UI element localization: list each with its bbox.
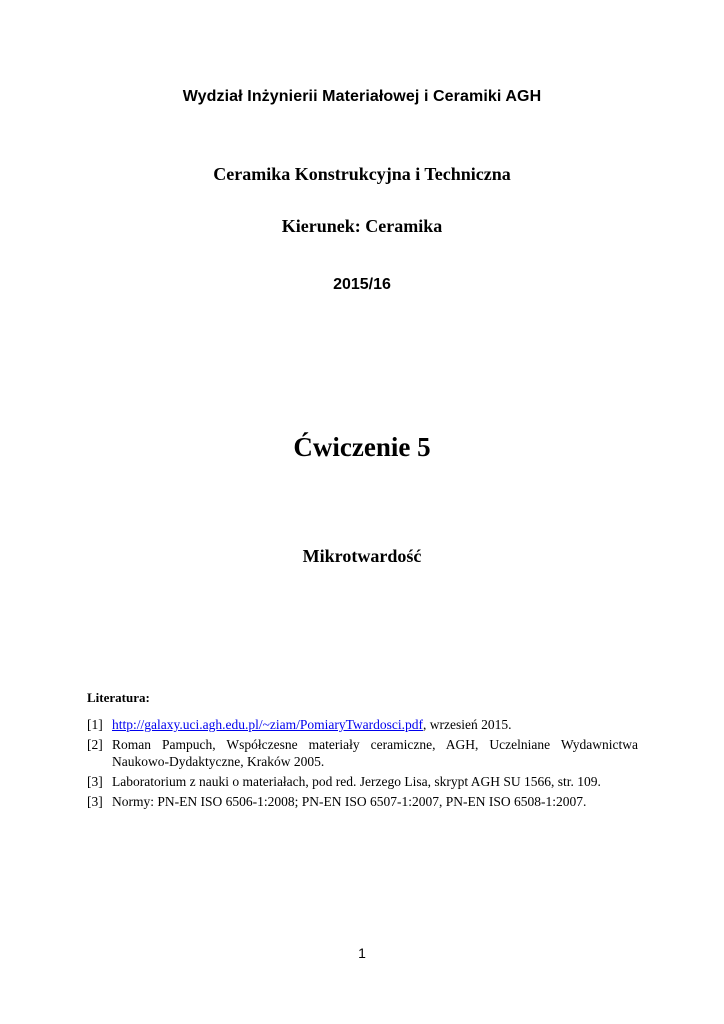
field-of-study: Kierunek: Ceramika xyxy=(281,216,443,236)
reference-number: [1] xyxy=(87,717,103,732)
reference-number: [2] xyxy=(87,737,103,752)
academic-year: 2015/16 xyxy=(333,276,391,293)
reference-text: Laboratorium z nauki o materiałach, pod red. Jerzego Lisa, skrypt AGH SU 1566, str. 109. xyxy=(112,774,601,789)
literature-heading: Literatura: xyxy=(87,690,150,705)
reference-item xyxy=(87,773,638,790)
reference-text: Normy: PN-EN ISO 6506-1:2008; PN-EN ISO 6507-1:2007, PN-EN ISO 6508-1:2007. xyxy=(112,794,587,809)
reference-item xyxy=(87,716,638,733)
faculty-title: Wydział Inżynierii Materiałowej i Ceramiki AGH xyxy=(182,88,542,105)
reference-number: [3] xyxy=(87,794,103,809)
reference-text: , wrzesień 2015. xyxy=(423,717,512,732)
page-number: 1 xyxy=(358,945,366,961)
exercise-title: Ćwiczenie 5 xyxy=(293,432,431,462)
reference-list xyxy=(87,716,638,813)
course-title: Ceramika Konstrukcyjna i Techniczna xyxy=(213,164,511,184)
reference-number: [3] xyxy=(87,774,103,789)
reference-item xyxy=(87,793,638,810)
reference-link[interactable]: http://galaxy.uci.agh.edu.pl/~ziam/PomiaryTwardosci.pdf xyxy=(112,717,424,732)
exercise-topic: Mikrotwardość xyxy=(302,546,422,566)
reference-item xyxy=(87,736,638,770)
reference-text: Roman Pampuch, Współczesne materiały ceramiczne, AGH, Uczelniane Wydawnictwa Naukowo-Dydaktyczne, Kraków 2005. xyxy=(112,737,638,769)
